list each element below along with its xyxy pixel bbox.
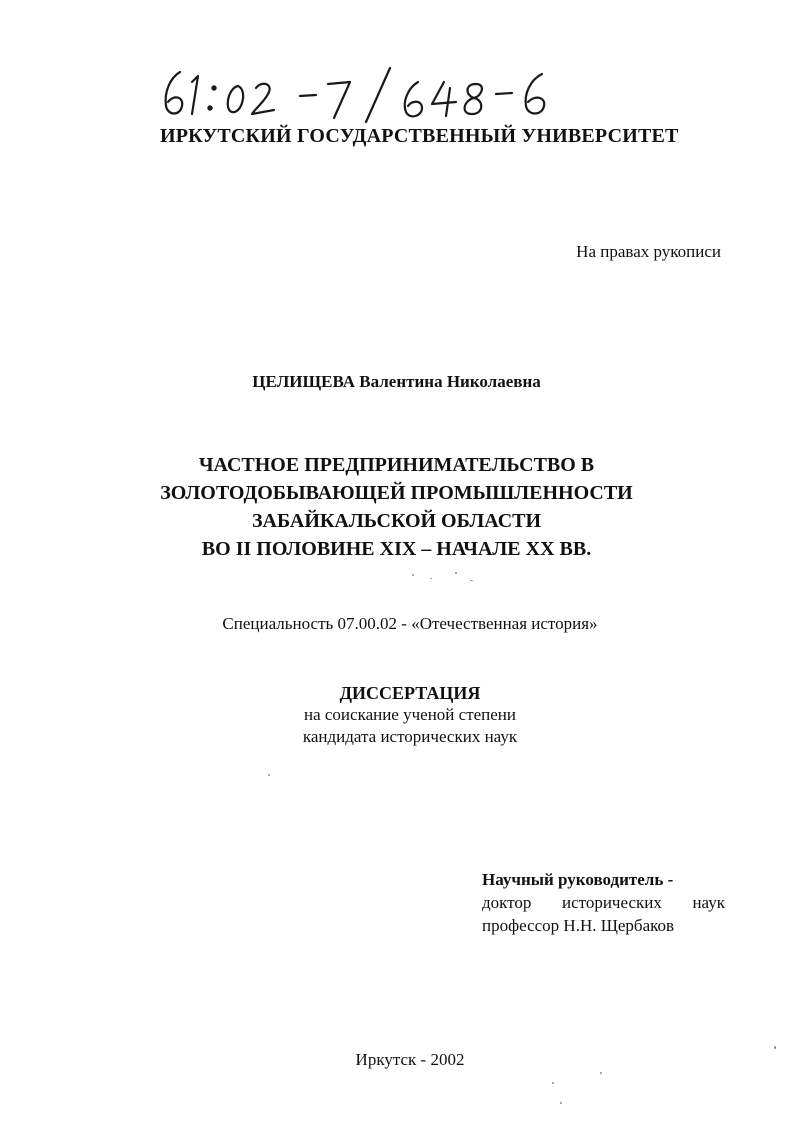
manuscript-rights-note: На правах рукописи [576,242,721,261]
title-line: ЧАСТНОЕ ПРЕДПРИНИМАТЕЛЬСТВО В [198,454,595,476]
degree-name-line: кандидата исторических наук [302,727,518,746]
title-line: ЗОЛОТОДОБЫВАЮЩЕЙ ПРОМЫШЛЕННОСТИ [160,482,633,504]
scan-speck [552,1082,554,1084]
degree-purpose-line: на соискание ученой степени [303,705,517,724]
scan-speck [774,1046,776,1049]
scan-speck [600,1072,602,1074]
dissertation-title [0,451,793,563]
city-year: Иркутск - 2002 [355,1050,465,1069]
title-line: ЗАБАЙКАЛЬСКОЙ ОБЛАСТИ [251,510,542,532]
supervisor-role: Научный руководитель - [482,870,674,889]
author-name: ЦЕЛИЩЕВА Валентина Николаевна [252,372,541,391]
handwritten-code-drawing [158,64,568,124]
scan-speck [560,1102,562,1104]
scan-speck [470,580,473,581]
scan-speck [455,572,457,574]
dissertation-label: ДИССЕРТАЦИЯ [339,683,481,703]
handwritten-archive-code [158,64,568,124]
dissertation-block [0,682,793,748]
supervisor-name: профессор Н.Н. Щербаков [482,916,675,935]
supervisor-block [482,868,725,937]
scan-speck [412,574,414,576]
scan-speck [430,578,432,579]
university-name: ИРКУТСКИЙ ГОСУДАРСТВЕННЫЙ УНИВЕРСИТЕТ [160,125,679,147]
scan-speck [268,774,270,776]
supervisor-degree: доктор исторических наук [482,893,725,912]
specialty-line: Специальность 07.00.02 - «Отечественная история» [222,614,598,633]
title-line: ВО II ПОЛОВИНЕ XIX – НАЧАЛЕ XX ВВ. [201,538,592,560]
